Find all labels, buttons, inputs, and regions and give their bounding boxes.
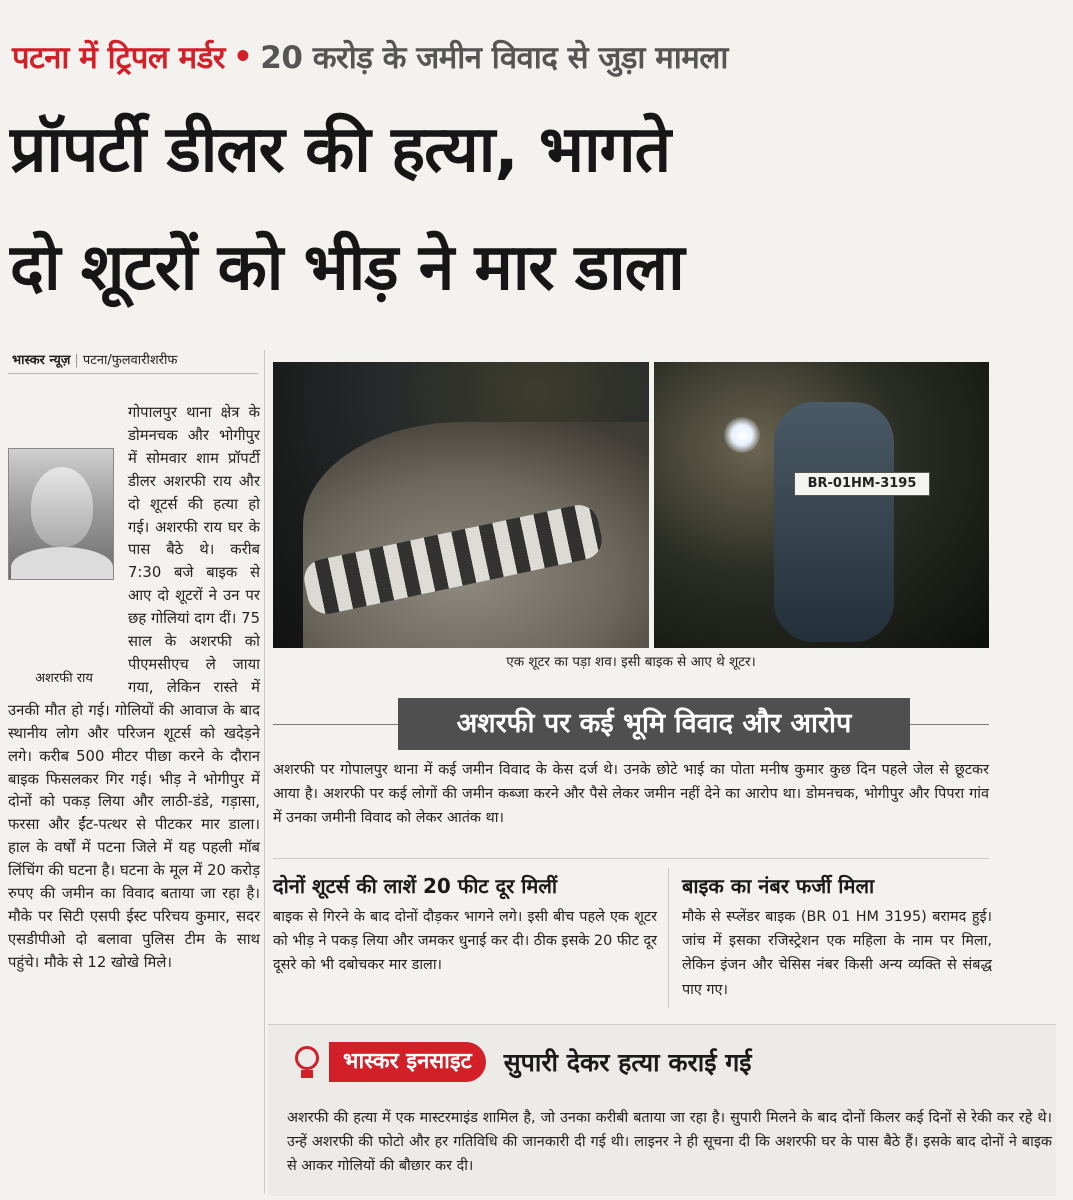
portrait-caption: अशरफी राय <box>35 671 93 686</box>
shooters-title: दोनों शूटर्स की लाशें 20 फीट दूर मिलीं <box>273 874 558 898</box>
land-dispute-banner: अशरफी पर कई भूमि विवाद और आरोप <box>398 698 910 750</box>
insight-text: अशरफी की हत्या में एक मास्टरमाइंड शामिल है, जो उनका करीबी बताया जा रहा है। सुपारी मिलने के बाद दोनों किलर कई दिनों से रेकी कर रहे थे। उन्हें अशरफी की फोटो और हर गतिविधि की जानकारी दी गई थी। लाइनर ने ही सूचना दी कि अशरफी घर के पास बैठे हैं। इसके बाद दोनों ने बाइक से आकर गोलियों की बौछार कर दी। <box>287 1110 1052 1175</box>
shooter-body-photo <box>273 362 649 648</box>
lightbulb-icon <box>291 1042 323 1082</box>
bike-photo <box>654 362 989 648</box>
byline <box>12 350 177 368</box>
portrait-shoulders <box>11 547 113 580</box>
main-story-text: गोपालपुर थाना क्षेत्र के डोमनचक और भोगीपुर में सोमवार शाम प्रॉपर्टी डीलर अशरफी राय और दो शूटर्स की हत्या हो गई। अशरफी राय घर के पास बैठे थे। करीब 7:30 बजे बाइक से आए दो शूटरों ने उन पर छह गोलियां दाग दीं। 75 साल के अशरफी को पीएमसीएच ले जाया गया, लेकिन रास्ते में उनकी मौत हो गई। गोलियों की आवाज के बाद स्थानीय लोग और परिजन शूटर्स को खदेड़ने लगे। करीब 500 मीटर पीछा करने के दौरान बाइक फिसलकर गिर गई। भीड़ ने भोगीपुर में दोनों को पकड़ लिया और लाठी-डंडे, गड़ासा, फरसा और ईंट-पत्थर से पीटकर मार डाला। हाल के वर्षों में पटना जिले में यह पहली मॉब लिंचिंग की घटना है। घटना के मूल में 20 करोड़ रुपए की जमीन का विवाद बताया जा रहा है। मौके पर सिटी एसपी ईस्ट परिचय कुमार, सदर एसडीपीओ दो बलावा पुलिस टीम के साथ पहुंचे। मौके से 12 खोखे मिले। <box>8 404 260 971</box>
kicker-red-text: पटना में ट्रिपल मर्डर <box>12 40 225 76</box>
headline-line-1: प्रॉपर्टी डीलर की हत्या, भागते <box>10 113 671 187</box>
insight-header <box>291 1040 752 1084</box>
subsection-divider <box>668 868 669 1008</box>
torch-light <box>724 417 760 453</box>
section-divider <box>273 858 989 859</box>
photo-strip <box>273 362 989 648</box>
bike-text: मौके से स्प्लेंडर बाइक (BR 01 HM 3195) बरामद हुई। जांच में इसका रजिस्ट्रेशन एक महिला के नाम पर मिला, लेकिन इंजन और चेसिस नंबर किसी अन्य व्यक्ति से संबद्ध पाए गए। <box>682 909 992 998</box>
byline-source: भास्कर न्यूज़ <box>12 353 71 368</box>
bike-shape <box>774 402 894 642</box>
column-divider <box>264 350 265 1194</box>
bike-title: बाइक का नंबर फर्जी मिला <box>682 874 875 898</box>
photos-caption: एक शूटर का पड़ा शव। इसी बाइक से आए थे शूटर। <box>506 654 756 670</box>
insight-title: सुपारी देकर हत्या कराई गई <box>503 1048 752 1077</box>
kicker-grey-text: 20 करोड़ के जमीन विवाद से जुड़ा मामला <box>260 40 728 76</box>
number-plate: BR-01HM-3195 <box>794 472 930 496</box>
byline-place: पटना/फुलवारीशरीफ <box>82 353 178 368</box>
portrait-photo <box>8 448 114 580</box>
portrait-face <box>31 467 93 547</box>
byline-divider: | <box>74 353 79 368</box>
portrait-figure <box>8 448 120 686</box>
headline-line-2: दो शूटरों को भीड़ ने मार डाला <box>10 231 684 305</box>
shooters-text: बाइक से गिरने के बाद दोनों दौड़कर भागने लगे। इसी बीच पहले एक शूटर को भीड़ ने पकड़ लिया और जमकर धुनाई कर दी। ठीक इसके 20 फीट दूर दूसरे को भी दबोचकर मार डाला। <box>273 909 657 974</box>
land-dispute-text: अशरफी पर गोपालपुर थाना में कई जमीन विवाद के केस दर्ज थे। उनके छोटे भाई का पोता मनीष कुमार कुछ दिन पहले जेल से छूटकर आया है। अशरफी पर कई लोगों की जमीन कब्जा करने और पैसे लेकर जमीन नहीं देने का आरोप था। डोमनचक, भोगीपुर और पिपरा गांव में उनका जमीनी विवाद को लेकर आतंक था। <box>273 762 989 827</box>
byline-divider-line <box>8 373 258 374</box>
insight-tag: भास्कर इनसाइट <box>329 1042 486 1082</box>
kicker <box>12 30 1062 84</box>
main-story-column <box>8 402 260 975</box>
kicker-separator: • <box>232 39 253 75</box>
